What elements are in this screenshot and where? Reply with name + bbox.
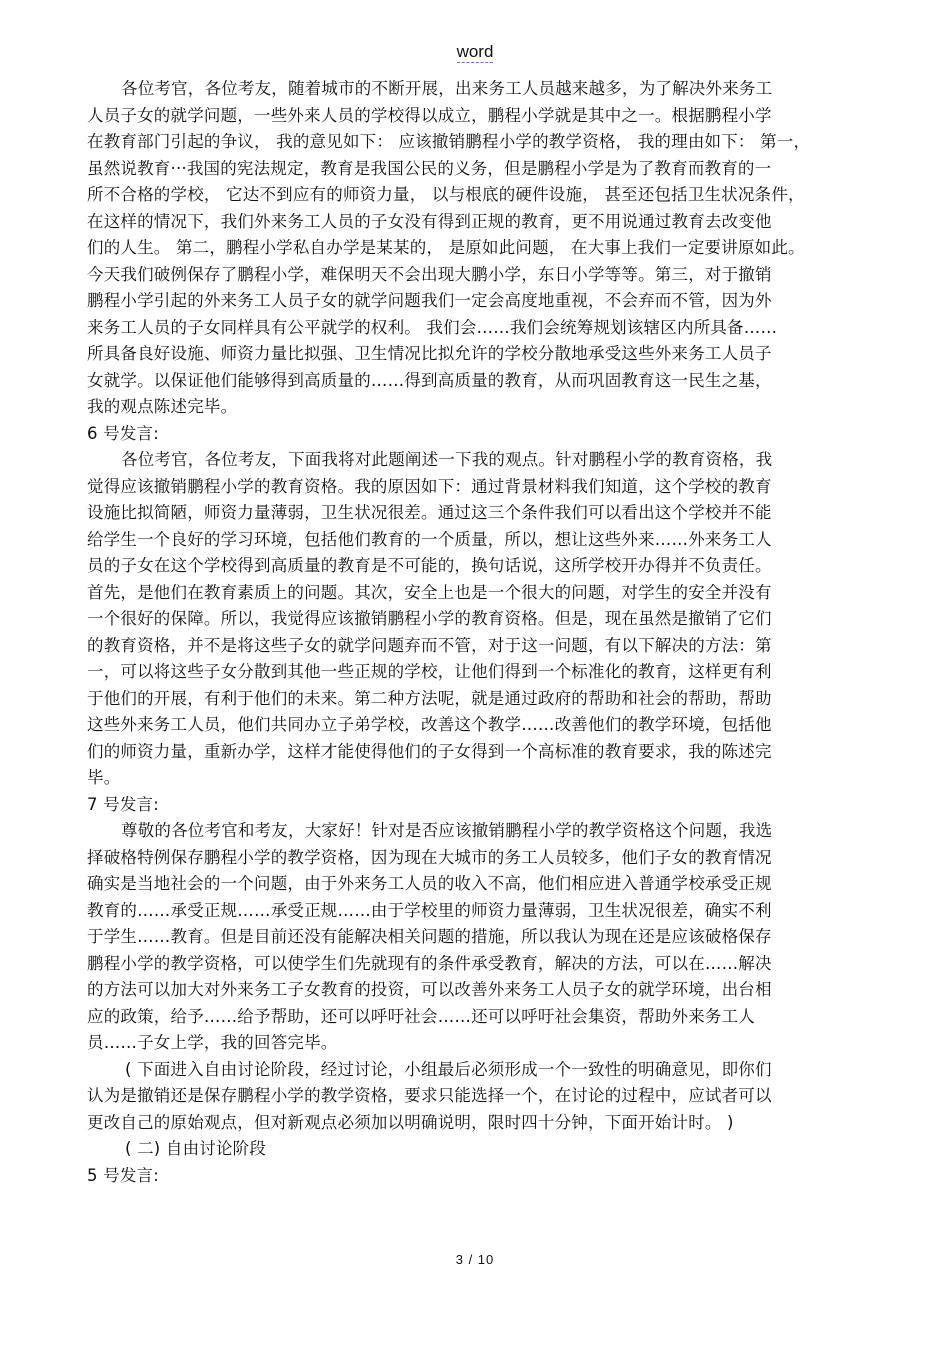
text-line: 这些外来务工人员，他们共同办立子弟学校，改善这个教学……改善他们的教学环境，包括他 xyxy=(87,715,772,734)
text-line: 在这样的情况下，我们外来务工人员的子女没有得到正规的教育，更不用说通过教育去改变他 xyxy=(87,211,772,231)
text-line: 们的人生。 第二，鹏程小学私自办学是某某的， 是原如此问题， 在大事上我们一定要讲原如此。 xyxy=(87,238,805,257)
text-line: 于学生……教育。但是目前还没有能解决相关问题的措施，所以我认为现在还是应该破格保存 xyxy=(87,927,772,946)
text-line: 应的政策，给予……给予帮助，还可以呼吁社会……还可以呼吁社会集资，帮助外来务工人 xyxy=(87,1006,755,1026)
document-body xyxy=(87,76,867,1189)
text-line: 的方法可以加大对外来务工子女教育的投资，可以改善外来务工人员子女的就学环境，出台相 xyxy=(87,980,772,999)
page-header xyxy=(0,42,950,62)
section-heading: ( 二) 自由讨论阶段 xyxy=(125,1139,267,1158)
text-line: 我的观点陈述完毕。 xyxy=(87,397,238,416)
text-line: 的教育资格，并不是将这些子女的就学问题弃而不管，对于这一问题，有以下解决的方法：第 xyxy=(87,635,772,655)
text-line: 女就学。以保证他们能够得到高质量的……得到高质量的教育，从而巩固教育这一民生之基， xyxy=(87,370,772,390)
text-line: 来务工人员的子女同样具有公平就学的权利。 我们会……我们会统筹规划该辖区内所具备…… xyxy=(87,317,778,337)
header-title: word xyxy=(456,42,494,61)
text-line: 们的师资力量，重新办学，这样才能使得他们的子女得到一个高标准的教育要求，我的陈述完 xyxy=(87,741,772,761)
text-line: ( 下面进入自由讨论阶段，经过讨论，小组最后必须形成一个一致性的明确意见，即你们 xyxy=(125,1059,772,1079)
text-line: 虽然说教育···我国的宪法规定，教育是我国公民的义务，但是鹏程小学是为了教育而教育的一 xyxy=(87,158,772,178)
paragraph-speaker-7 xyxy=(87,818,867,1057)
text-line: 人员子女的就学问题，一些外来人员的学校得以成立，鹏程小学就是其中之一。根据鹏程小学 xyxy=(87,105,772,125)
text-line: 更改自己的原始观点，但对新观点必须加以明确说明，限时四十分钟，下面开始计时。 ) xyxy=(87,1112,734,1132)
text-line: 尊敬的各位考官和考友，大家好！针对是否应该撤销鹏程小学的教学资格这个问题，我选 xyxy=(121,821,773,840)
text-line: 今天我们破例保存了鹏程小学，难保明天不会出现大鹏小学，东日小学等等。第三，对于撤销 xyxy=(87,264,772,284)
text-line: 认为是撤销还是保存鹏程小学的教学资格，要求只能选择一个，在讨论的过程中，应试者可以 xyxy=(87,1086,772,1105)
text-line: 一，可以将这些子女分散到其他一些正规的学校，让他们得到一个标准化的教育，这样更有利 xyxy=(87,662,772,681)
text-line: 员的子女在这个学校得到高质量的教育是不可能的，换句话说，这所学校开办得并不负责任。 xyxy=(87,556,772,575)
text-line: 各位考官，各位考友，随着城市的不断开展，出来务工人员越来越多，为了解决外来务工 xyxy=(121,79,773,98)
speaker-label-6: 6 号发言: xyxy=(87,423,160,443)
text-line: 毕。 xyxy=(87,768,121,787)
text-line: 鹏程小学的教学资格，可以使学生们先就现有的条件承受教育，解决的方法，可以在……解决 xyxy=(87,953,772,973)
paragraph-instructions xyxy=(87,1057,867,1137)
speaker-label-5: 5 号发言: xyxy=(87,1165,160,1185)
text-line: 鹏程小学引起的外来务工人员子女的就学问题我们一定会高度地重视，不会弃而不管，因为外 xyxy=(87,291,772,310)
text-line: 给学生一个良好的学习环境，包括他们教育的一个质量，所以，想让这些外来……外来务工人 xyxy=(87,529,772,549)
text-line: 觉得应该撤销鹏程小学的教育资格。我的原因如下：通过背景材料我们知道，这个学校的教育 xyxy=(87,476,772,496)
text-line: 首先，是他们在教育素质上的问题。其次，安全上也是一个很大的问题，对学生的安全并没有 xyxy=(87,582,772,602)
text-line: 于他们的开展，有利于他们的未来。第二种方法呢，就是通过政府的帮助和社会的帮助，帮助 xyxy=(87,688,772,708)
text-line: 择破格特例保存鹏程小学的教学资格，因为现在大城市的务工人员较多，他们子女的教育情况 xyxy=(87,847,772,867)
text-line: 员……子女上学，我的回答完毕。 xyxy=(87,1033,338,1052)
paragraph-speaker-6 xyxy=(87,447,867,792)
text-line: 所具备良好设施、师资力量比拟强、卫生情况比拟允许的学校分散地承受这些外来务工人员子 xyxy=(87,344,772,363)
speaker-label-7: 7 号发言: xyxy=(87,794,160,814)
text-line: 教育的……承受正规……承受正规……由于学校里的师资力量薄弱，卫生状况很差，确实不利 xyxy=(87,900,772,920)
paragraph-statement-intro xyxy=(87,76,867,421)
page-number: 3 / 10 xyxy=(455,1252,495,1267)
text-line: 所不合格的学校， 它达不到应有的师资力量， 以与根底的硬件设施， 甚至还包括卫生状况条件， xyxy=(87,185,805,204)
text-line: 确实是当地社会的一个问题，由于外来务工人员的收入不高，他们相应进入普通学校承受正规 xyxy=(87,874,772,893)
text-line: 各位考官，各位考友，下面我将对此题阐述一下我的观点。针对鹏程小学的教育资格，我 xyxy=(121,450,773,469)
text-line: 一个很好的保障。所以，我觉得应该撤销鹏程小学的教育资格。但是，现在虽然是撤销了它们 xyxy=(87,609,772,628)
text-line: 设施比拟简陋，师资力量薄弱，卫生状况很差。通过这三个条件我们可以看出这个学校并不能 xyxy=(87,503,772,522)
text-line: 在教育部门引起的争议， 我的意见如下： 应该撤销鹏程小学的教学资格， 我的理由如下： 第一， xyxy=(87,132,811,151)
